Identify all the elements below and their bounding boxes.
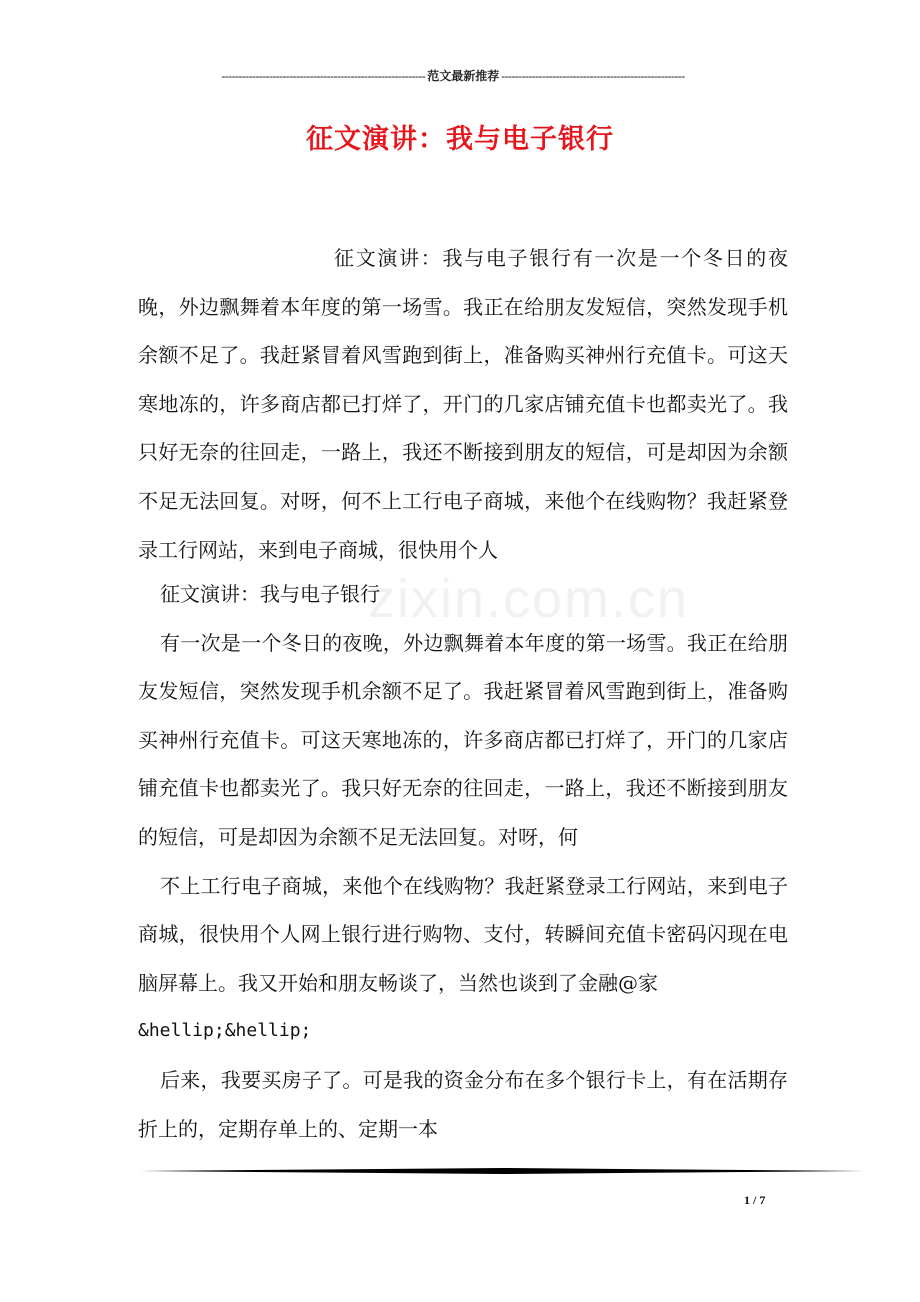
document-body-intro bbox=[138, 234, 788, 574]
document-title: 征文演讲：我与电子银行 bbox=[306, 124, 614, 155]
paragraph: 后来，我要买房子了。可是我的资金分布在多个银行卡上，有在活期存折上的，定期存单上的、定期一本 bbox=[138, 1067, 788, 1141]
header-dashes-right: ------------------------------------------------------ bbox=[501, 69, 685, 83]
paragraph-entity-text: &hellip;&hellip; bbox=[138, 1020, 312, 1042]
paragraph: 不上工行电子商城，来他个在线购物？我赶紧登录工行网站，来到电子商城，很快用个人网上银行进行购物、支付，转瞬间充值卡密码闪现在电脑屏幕上。我又开始和朋友畅谈了，当然也谈到了金融@家 bbox=[138, 873, 788, 995]
header-dashes-left: ------------------------------------------------------------ bbox=[221, 69, 426, 83]
paragraph-subtitle: 征文演讲：我与电子银行 bbox=[160, 582, 380, 606]
page-number: 1 / 7 bbox=[744, 1193, 766, 1207]
header-label: 范文最新推荐 bbox=[427, 69, 500, 83]
paragraph-intro: 征文演讲：我与电子银行有一次是一个冬日的夜晚，外边飘舞着本年度的第一场雪。我正在给朋友发短信，突然发现手机余额不足了。我赶紧冒着风雪跑到街上，准备购买神州行充值卡。可这天寒地冻的，许多商店都已打烊了，开门的几家店铺充值卡也都卖光了。我只好无奈的往回走，一路上，我还不断接到朋友的短信，可是却因为余额不足无法回复。对呀，何不上工行电子商城，来他个在线购物？我赶紧登录工行网站，来到电子商城，很快用个人 bbox=[138, 246, 788, 562]
document-body bbox=[138, 570, 788, 1153]
footer-divider bbox=[140, 1168, 864, 1174]
paragraph: 有一次是一个冬日的夜晚，外边飘舞着本年度的第一场雪。我正在给朋友发短信，突然发现手机余额不足了。我赶紧冒着风雪跑到街上，准备购买神州行充值卡。可这天寒地冻的，许多商店都已打烊了，开门的几家店铺充值卡也都卖光了。我只好无奈的往回走，一路上，我还不断接到朋友的短信，可是却因为余额不足无法回复。对呀，何 bbox=[138, 630, 788, 849]
page-header bbox=[138, 67, 768, 85]
watermark: zixin.com.cn bbox=[368, 569, 690, 629]
